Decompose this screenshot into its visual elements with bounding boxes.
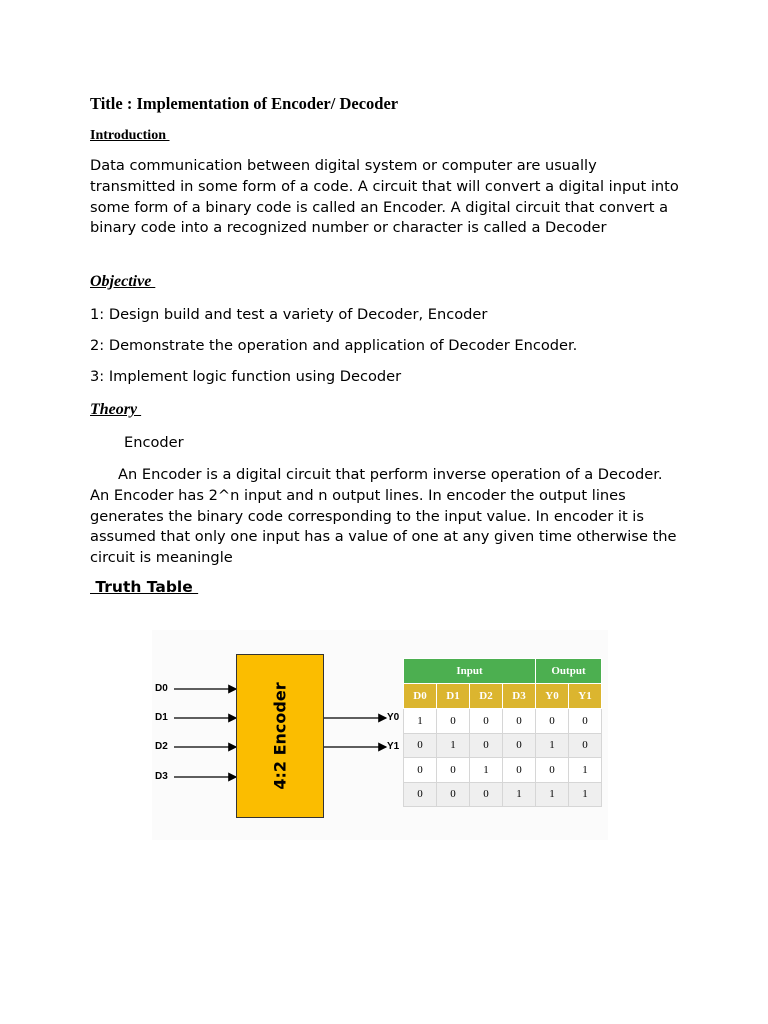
table-cell: 0 bbox=[437, 782, 470, 807]
table-cell: 0 bbox=[404, 782, 437, 807]
table-cell: 1 bbox=[569, 758, 602, 783]
column-header: D3 bbox=[503, 684, 536, 709]
table-cell: 0 bbox=[470, 709, 503, 734]
table-cell: 0 bbox=[503, 758, 536, 783]
table-cell: 1 bbox=[404, 709, 437, 734]
table-cell: 1 bbox=[569, 782, 602, 807]
table-cell: 1 bbox=[503, 782, 536, 807]
input-label-d1: D1 bbox=[155, 712, 168, 723]
table-cell: 0 bbox=[437, 709, 470, 734]
theory-paragraph: An Encoder is a digital circuit that perform inverse operation of a Decoder. An Encoder has 2^n input and n output lines. In encoder the output lines generates the binary code corresponding to the input value. In encoder it is assumed that only one input has a value of one at any given time otherwise the circuit is meaningle bbox=[90, 466, 677, 567]
table-cell: 0 bbox=[404, 758, 437, 783]
encoder-block bbox=[236, 654, 324, 818]
table-cell: 0 bbox=[536, 758, 569, 783]
input-label-d2: D2 bbox=[155, 741, 168, 752]
table-row bbox=[404, 782, 602, 807]
table-cell: 0 bbox=[404, 733, 437, 758]
encoder-block-label: 4:2 Encoder bbox=[270, 682, 290, 790]
output-label-y1: Y1 bbox=[387, 741, 400, 752]
table-cell: 0 bbox=[470, 733, 503, 758]
document-title: Title : Implementation of Encoder/ Decoder bbox=[90, 94, 399, 113]
objective-item: 2: Demonstrate the operation and application of Decoder Encoder. bbox=[90, 337, 578, 354]
table-cell: 0 bbox=[536, 709, 569, 734]
output-group-header: Output bbox=[536, 659, 602, 684]
table-cell: 0 bbox=[437, 758, 470, 783]
encoder-subheading: Encoder bbox=[124, 434, 184, 451]
table-row bbox=[404, 733, 602, 758]
column-header: D2 bbox=[470, 684, 503, 709]
column-header: D1 bbox=[437, 684, 470, 709]
objective-item: 1: Design build and test a variety of Decoder, Encoder bbox=[90, 306, 488, 323]
input-group-header: Input bbox=[404, 659, 536, 684]
input-label-d3: D3 bbox=[155, 771, 168, 782]
column-header: Y1 bbox=[569, 684, 602, 709]
truth-table bbox=[403, 658, 602, 807]
introduction-heading: Introduction bbox=[90, 128, 170, 143]
introduction-paragraph: Data communication between digital system or computer are usually transmitted in some form of a code. A circuit that will convert a digital input into some form of a binary code is called an Encoder. A digital circuit that convert a binary code into a recognized number or character is called a Decoder bbox=[90, 157, 679, 237]
table-row bbox=[404, 758, 602, 783]
table-cell: 1 bbox=[536, 782, 569, 807]
table-cell: 1 bbox=[437, 733, 470, 758]
output-label-y0: Y0 bbox=[387, 712, 400, 723]
theory-heading: Theory bbox=[90, 401, 142, 418]
table-row bbox=[404, 709, 602, 734]
table-cell: 0 bbox=[569, 709, 602, 734]
encoder-figure bbox=[152, 630, 608, 840]
table-cell: 1 bbox=[536, 733, 569, 758]
table-cell: 0 bbox=[470, 782, 503, 807]
objective-item: 3: Implement logic function using Decoder bbox=[90, 368, 402, 385]
objective-heading: Objective bbox=[90, 273, 156, 290]
truth-table-heading: Truth Table bbox=[90, 578, 199, 596]
table-cell: 0 bbox=[569, 733, 602, 758]
column-header: D0 bbox=[404, 684, 437, 709]
input-label-d0: D0 bbox=[155, 683, 168, 694]
table-cell: 0 bbox=[503, 709, 536, 734]
column-header: Y0 bbox=[536, 684, 569, 709]
table-cell: 0 bbox=[503, 733, 536, 758]
table-cell: 1 bbox=[470, 758, 503, 783]
